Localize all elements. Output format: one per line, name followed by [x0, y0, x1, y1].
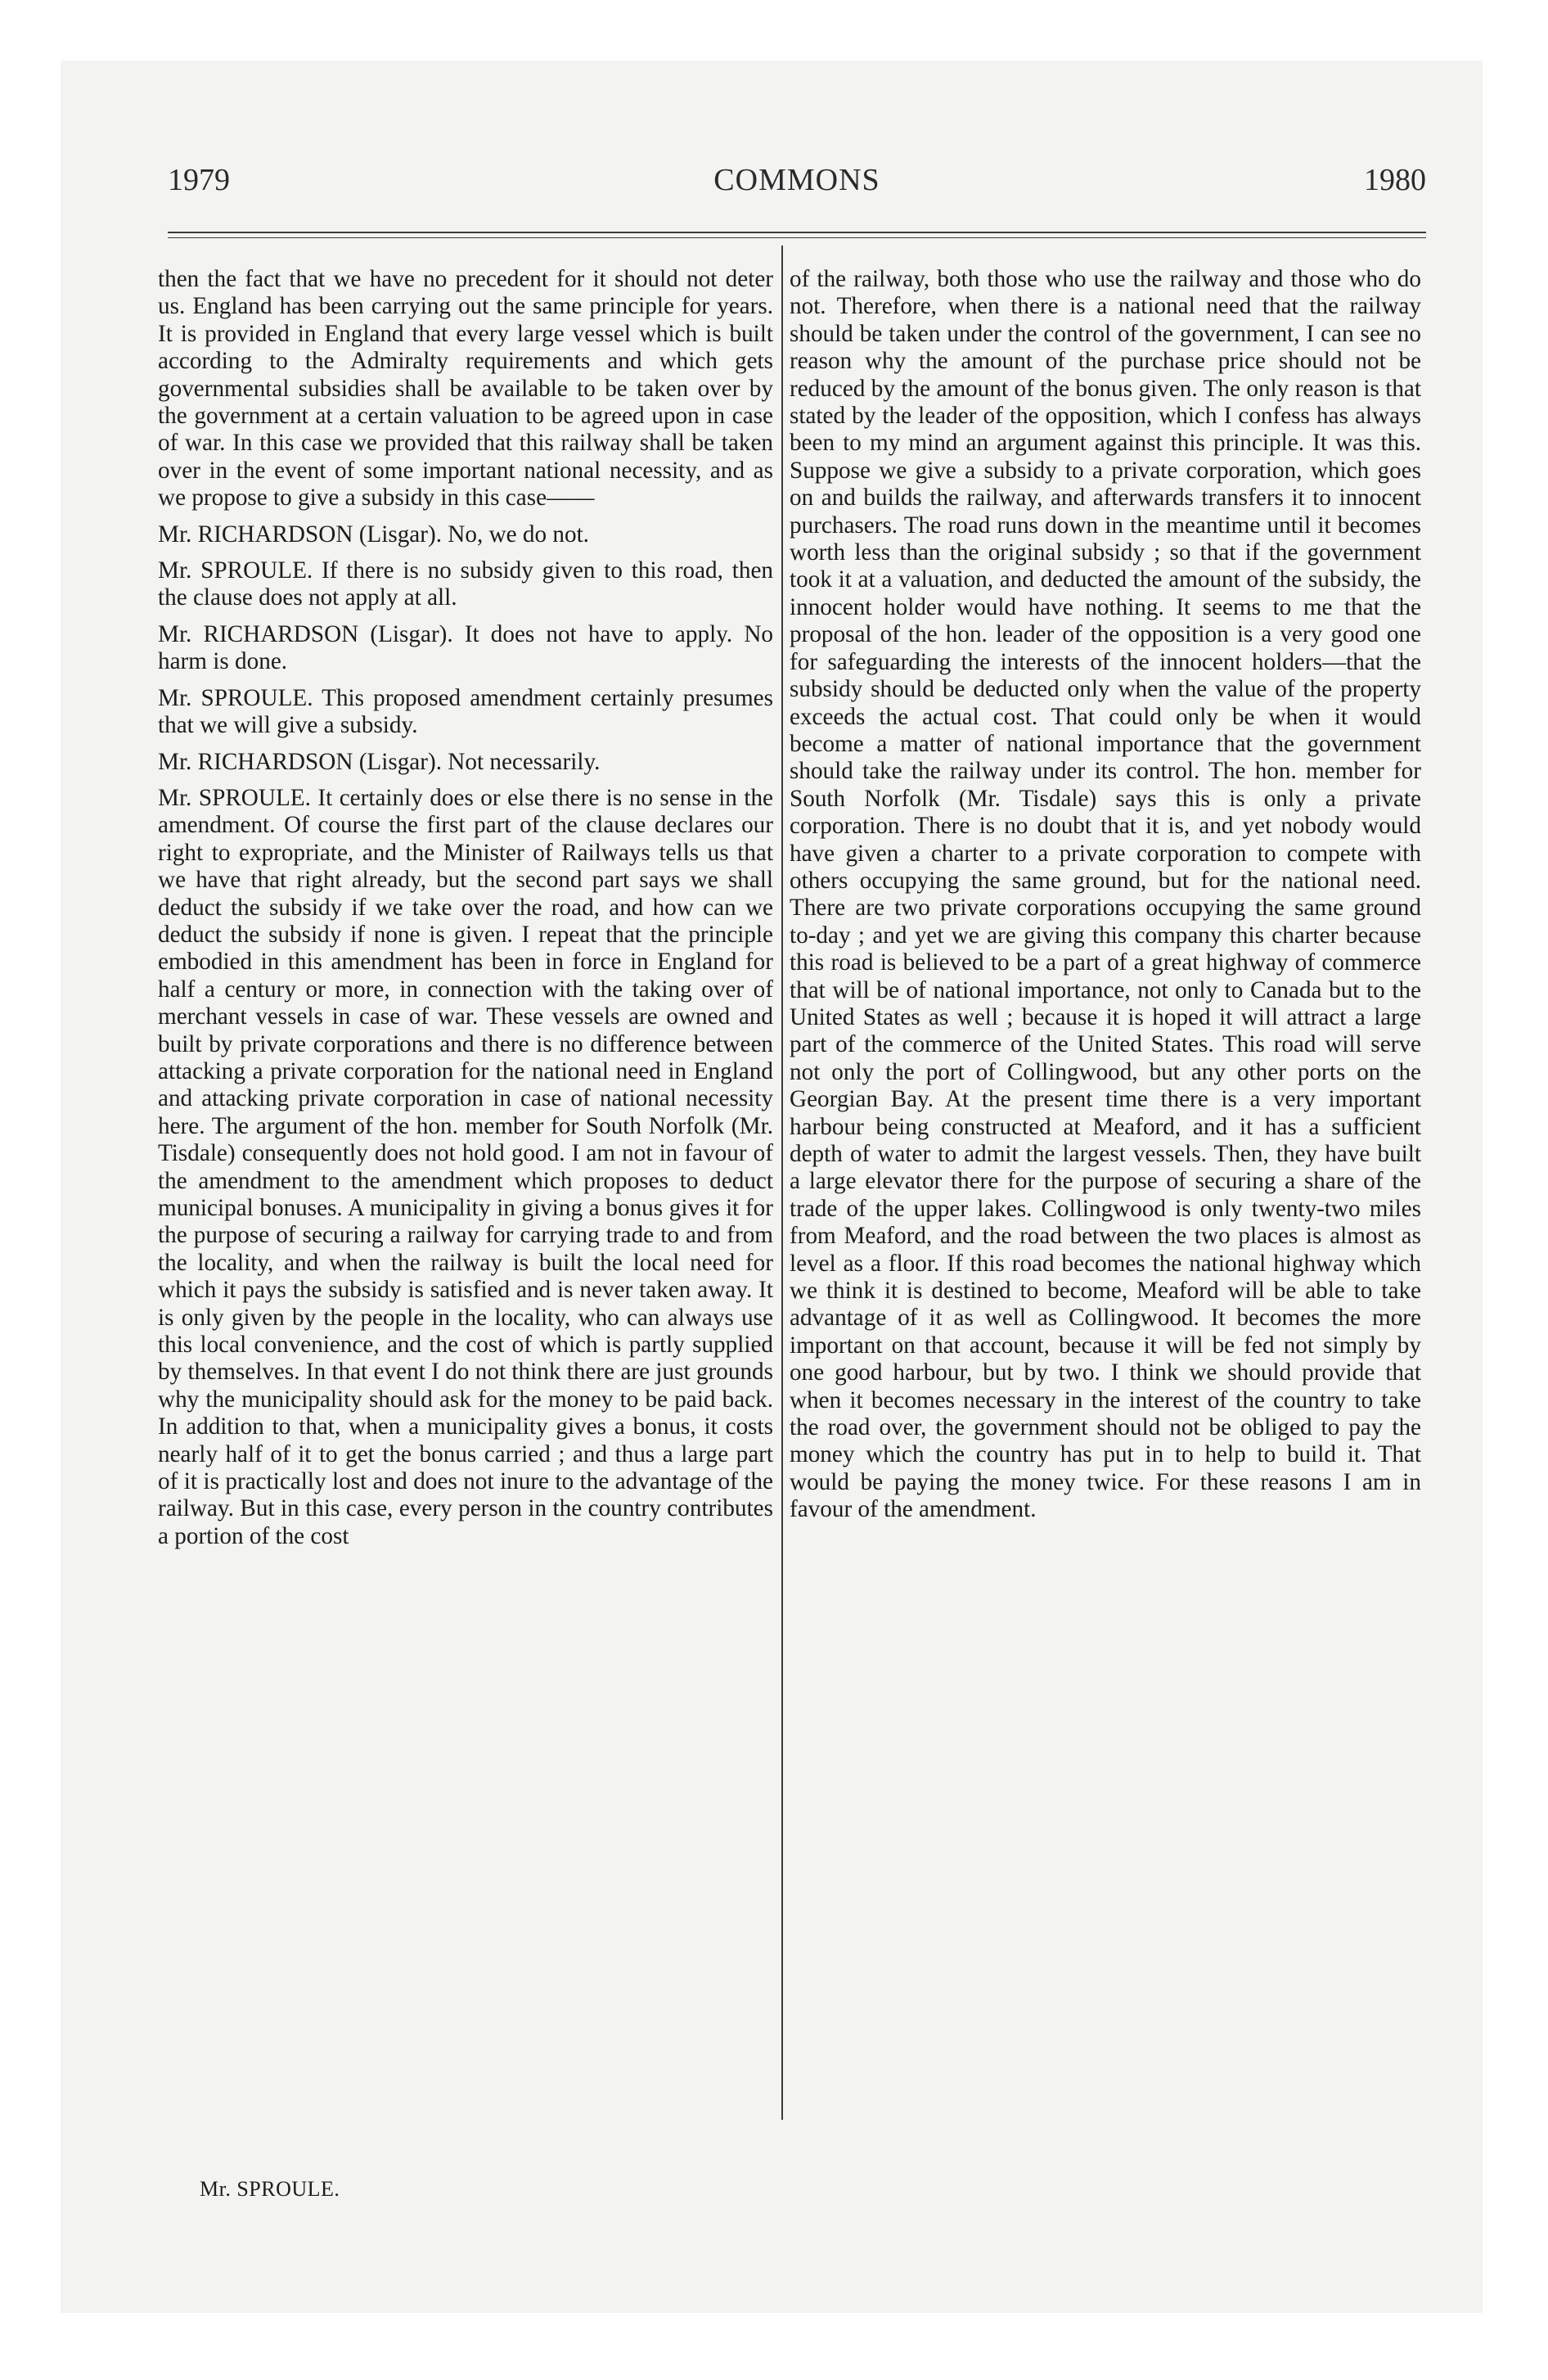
paragraph: then the fact that we have no precedent for it should not deter us. England has been carrying out the same principle for years. It is provided in England that every large vessel which is built according to the Admiralty requirements and which gets governmental subsidies shall be available to be taken over by the government at a certain valuation to be agreed upon in case of war. In this case we provided that this railway shall be taken over in the event of some important national necessity, and as we propose to give a subsidy in this case—— [158, 266, 773, 512]
header-rule [168, 232, 1426, 238]
page-title: COMMONS [713, 163, 880, 197]
column-divider [781, 246, 783, 2120]
left-page-number: 1979 [168, 163, 230, 197]
left-column [158, 266, 773, 1550]
paragraph: Mr. RICHARDSON (Lisgar). Not necessarily. [158, 748, 601, 775]
paragraph: Mr. SPROULE. This proposed amendment certainly presumes that we will give a subsidy. [158, 684, 773, 739]
paragraph: Mr. SPROULE. It certainly does or else there is no sense in the amendment. Of course the first part of the clause declares our right to expropriate, and the Minister of Railways tells us that we have that right already, but the second part says we shall deduct the subsidy if we take over the road, and how can we deduct the subsidy if none is given. I repeat that the principle embodied in this amendment has been in force in England for half a century or more, in connection with the taking over of merchant vessels in case of war. These vessels are owned and built by private corporations and there is no difference between attacking a private corporation for the national need in England and attacking private corporation in case of national necessity here. The argument of the hon. member for South Norfolk (Mr. Tisdale) consequently does not hold good. I am not in favour of the amendment to the amendment which proposes to deduct municipal bonuses. A municipality in giving a bonus gives it for the purpose of securing a railway for carrying trade to and from the locality, and when the railway is built the local need for which it pays the subsidy is satisfied and is never taken away. It is only given by the people in the locality, who can always use this local convenience, and the cost of which is partly supplied by themselves. In that event I do not think there are just grounds why the municipality should ask for the money to be paid back. In addition to that, when a municipality gives a bonus, it costs nearly half of it to get the bonus carried ; and thus a large part of it is practically lost and does not inure to the advantage of the railway. But in this case, every person in the country contributes a portion of the cost [158, 784, 773, 1549]
paragraph: Mr. SPROULE. If there is no subsidy given to this road, then the clause does not apply at all. [158, 557, 773, 611]
page-header [168, 162, 1426, 201]
paragraph: Mr. RICHARDSON (Lisgar). No, we do not. [158, 521, 589, 548]
paragraph: Mr. RICHARDSON (Lisgar). It does not have to apply. No harm is done. [158, 620, 773, 675]
paragraph: of the railway, both those who use the railway and those who do not. Therefore, when there is a national need that the railway should be taken under the control of the government, I can see no reason why the amount of the purchase price should not be reduced by the amount of the bonus given. The only reason is that stated by the leader of the opposition, which I confess has always been to my mind an argument against this principle. It was this. Suppose we give a subsidy to a private corporation, which goes on and builds the railway, and afterwards transfers it to innocent purchasers. The road runs down in the meantime until it becomes worth less than the original subsidy ; so that if the government took it at a valuation, and deducted the amount of the subsidy, the innocent holder would have nothing. It seems to me that the proposal of the hon. leader of the opposition is a very good one for safeguarding the interests of the innocent holders—that the subsidy should be deducted only when the value of the property exceeds the actual cost. That could only be when it would become a matter of national importance that the government should take the railway under its control. The hon. member for South Norfolk (Mr. Tisdale) says this is only a private corporation. There is no doubt that it is, and yet nobody would have given a charter to a private corporation to compete with others occupying the same ground, but for the national need. There are two private corporations occupying the same ground to-day ; and yet we are giving this company this charter because this road is believed to be a part of a great highway of commerce that will be of national importance, not only to Canada but to the United States as well ; because it is hoped it will attract a large part of the commerce of the United States. This road will serve not only the port of Collingwood, but any other ports on the Georgian Bay. At the present time there is a very important harbour being constructed at Meaford, and it has a sufficient depth of water to admit the largest vessels. Then, they have built a large elevator there for the purpose of securing a share of the trade of the upper lakes. Collingwood is only twenty-two miles from Meaford, and the road between the two places is almost as level as a floor. If this road becomes the national highway which we think it is destined to become, Meaford will be able to take advantage of it as well as Collingwood. It becomes the more important on that account, because it will be fed not simply by one good harbour, but by two. I think we should provide that when it becomes necessary in the interest of the country to take the road over, the government should not be obliged to pay the money which the country has put in to help to build it. That would be paying the money twice. For these reasons I am in favour of the amendment. [790, 266, 1421, 1523]
right-page-number: 1980 [1364, 163, 1426, 197]
right-column [790, 266, 1421, 1524]
footer-speaker-name: Mr. SPROULE. [200, 2177, 340, 2201]
